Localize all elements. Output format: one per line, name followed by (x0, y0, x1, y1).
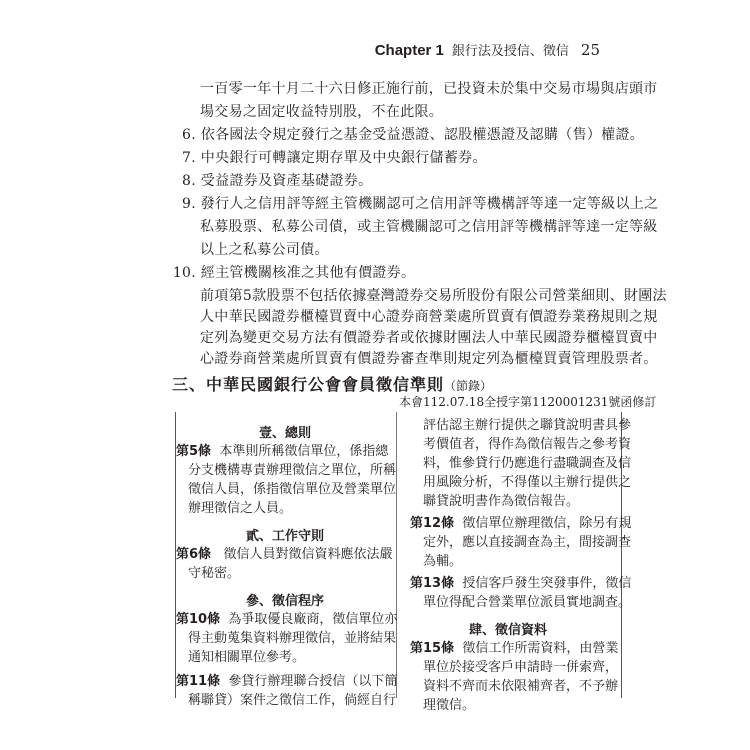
list-item-9 (172, 195, 658, 213)
article-text: 單位得配合營業單位派員實地調查。 (423, 595, 632, 610)
list-text: 中央銀行可轉讓定期存單及中央銀行儲蓄券。 (200, 150, 487, 166)
article-label: 第10條 (176, 612, 221, 627)
article-text: 稱聯貸）案件之徵信工作，倘經自行 (188, 693, 397, 708)
note-line: 人中華民國證券櫃檯買賣中心證券商營業處所買賣有價證券業務規則之規 (200, 309, 658, 325)
article-12 (410, 514, 631, 533)
section-subtitle: （節錄） (444, 379, 493, 393)
article-10 (176, 610, 397, 629)
list-number: 7. (182, 150, 196, 166)
note-line: 前項第5款股票不包括依據臺灣證券交易所股份有限公司營業細則、財團法 (200, 288, 667, 304)
list-text: 發行人之信用評等經主管機關認可之信用評等機構評等達一定等級以上之 (200, 196, 659, 212)
list-number: 9. (182, 196, 196, 212)
article-text: 用風險分析，不得僅以主辦行提供之 (423, 475, 632, 490)
article-label: 第11條 (176, 674, 221, 689)
section-title-text: 三、中華民國銀行公會會員徵信準則 (172, 375, 445, 394)
article-text: 得主動蒐集資料辦理徵信，並將結果 (188, 631, 397, 646)
article-text: 評估認主辦行提供之聯貸說明書具參 (423, 418, 632, 433)
article-text: 徵信工作所需資料，由營業 (462, 641, 619, 656)
column-divider (396, 412, 397, 698)
article-15 (410, 639, 618, 658)
list-item-8 (172, 172, 372, 190)
article-5 (176, 442, 388, 461)
list-text-cont: 私募股票、私募公司債，或主管機關認可之信用評等機構評等達一定等級 (200, 219, 658, 235)
heading-general: 壹、總則 (258, 426, 311, 441)
list-number: 6. (182, 127, 196, 143)
article-text: 為爭取優良廠商，徵信單位亦 (228, 612, 398, 627)
heading-procedure: 參、徵信程序 (245, 594, 324, 609)
section-title (172, 372, 492, 395)
article-text: 為輔。 (423, 554, 463, 569)
article-label: 第15條 (410, 641, 455, 656)
list-text: 受益證券及資產基礎證券。 (200, 173, 373, 189)
page-number: 25 (580, 41, 600, 59)
chapter-title: 銀行法及授信、徵信 (451, 44, 569, 59)
article-text: 料，惟參貸行仍應進行盡職調查及信 (423, 456, 632, 471)
article-text: 分支機構專責辦理徵信之單位，所稱 (188, 463, 397, 478)
article-text: 參貸行辦理聯合授信（以下簡 (228, 674, 398, 689)
article-text: 授信客戶發生突發事件，徵信 (462, 576, 632, 591)
intro-line: 一百零一年十月二十六日修正施行前，已投資未於集中交易市場與店頭市 (200, 81, 658, 97)
article-text: 徵信單位辦理徵信，除另有規 (462, 516, 632, 531)
heading-credit-data: 肆、徵信資料 (468, 623, 547, 638)
article-label: 第6條 (176, 547, 212, 562)
article-6 (176, 545, 392, 564)
article-text: 資料不齊而未依限補齊者，不予辦 (423, 679, 619, 694)
list-item-7 (172, 149, 487, 167)
article-label: 第13條 (410, 576, 455, 591)
article-label: 第5條 (176, 444, 212, 459)
note-line: 定列為變更交易方法有價證券者或依據財團法人中華民國證券櫃檯買賣中 (200, 330, 658, 346)
intro-line: 場交易之固定收益特別股，不在此限。 (200, 104, 444, 120)
running-header (374, 40, 600, 59)
list-text: 經主管機關核准之其他有價證券。 (200, 265, 416, 281)
list-text-cont: 以上之私募公司債。 (200, 242, 329, 258)
article-text: 本準則所稱徵信單位，係指總 (219, 444, 389, 459)
article-text: 考價值者，得作為徵信報告之參考資 (423, 437, 632, 452)
note-line: 心證券商營業處所買賣有價證券審查準則規定列為櫃檯買賣管理股票者。 (200, 351, 658, 367)
list-number: 10. (172, 265, 196, 281)
list-text: 依各國法令規定發行之基金受益憑證、認股權憑證及認購（售）權證。 (200, 127, 645, 143)
list-item-6 (172, 126, 644, 144)
article-text: 守秘密。 (188, 566, 241, 581)
article-text: 徵信人員對徵信資料應依法嚴 (223, 547, 393, 562)
list-item-10 (172, 264, 415, 282)
heading-work-rules: 貳、工作守則 (245, 529, 324, 544)
article-text: 徵信人員，係指徵信單位及營業單位 (188, 482, 397, 497)
article-13 (410, 574, 631, 593)
article-text: 單位於接受客戶申請時一併索齊， (423, 660, 619, 675)
article-11 (176, 672, 397, 691)
article-text: 聯貸說明書作為徵信報告。 (423, 494, 580, 509)
article-text: 理徵信。 (423, 698, 476, 713)
article-text: 通知相關單位參考。 (188, 650, 306, 665)
article-label: 第12條 (410, 516, 455, 531)
chapter-label: Chapter 1 (374, 42, 444, 59)
list-number: 8. (182, 173, 196, 189)
article-text: 辦理徵信之人員。 (188, 501, 293, 516)
article-text: 定外，應以直接調查為主，間接調查 (423, 535, 632, 550)
revision-note: 本會112.07.18全授字第1120001231號函修訂 (399, 395, 657, 409)
